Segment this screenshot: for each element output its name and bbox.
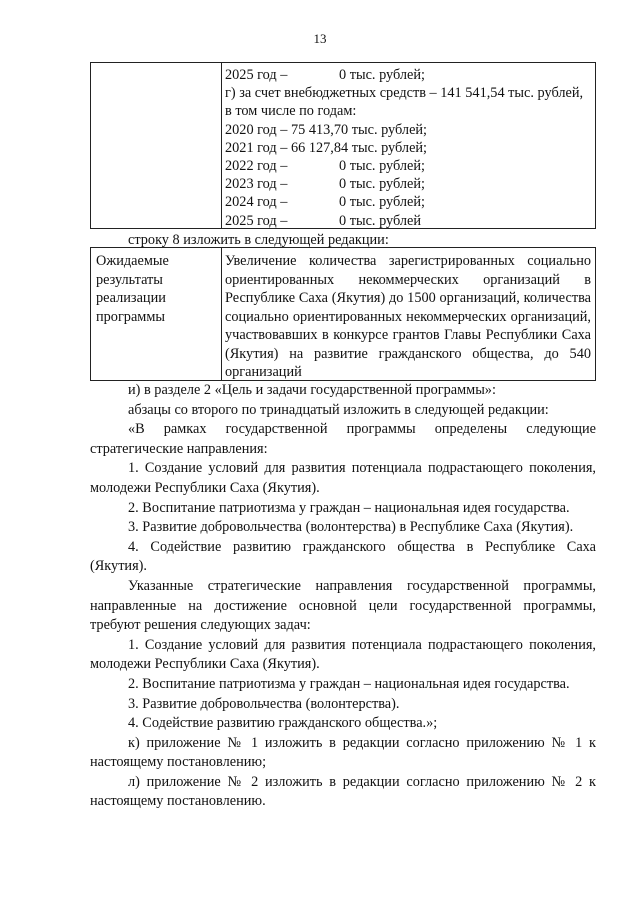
list-item: 2. Воспитание патриотизма у граждан – национальная идея государства.	[128, 499, 570, 516]
intro-line: строку 8 изложить в следующей редакции:	[128, 232, 389, 248]
expected-results-table	[90, 247, 596, 381]
paragraph: абзацы со второго по тринадцатый изложить в следующей редакции:	[128, 401, 549, 418]
funding-cell	[225, 66, 591, 230]
list-item: 1. Создание условий для развития потенциала подрастающего поколения, молодежи Республики Саха (Якутия).	[90, 636, 596, 673]
funding-line: 2023 год – 0 тыс. рублей;	[225, 176, 426, 193]
funding-line: 2022 год – 0 тыс. рублей;	[225, 158, 426, 175]
funding-line: 2025 год – 0 тыс. рублей;	[225, 67, 426, 83]
funding-line: в том числе по годам:	[225, 103, 357, 120]
row-content: Увеличение количества зарегистрированных социально ориентированных некоммерческих организаций в Республике Саха (Якутия) до 1500 организаций, количества социально ориентированных некоммерческих организаций, участвовавших в конкурсе грантов Главы Республики Саха (Якутия) на развитие гражданского общества, до 540 организаций	[225, 253, 591, 380]
funding-line: г) за счет внебюджетных средств – 141 541,54 тыс. рублей,	[225, 85, 584, 102]
list-item: 3. Развитие добровольчества (волонтерства).	[128, 695, 400, 712]
amendment-text	[90, 381, 596, 812]
funding-line: 2025 год – 0 тыс. рублей	[225, 212, 422, 229]
paragraph: Указанные стратегические направления государственной программы, направленные на достижение основной цели государственной программы, требуют решения следующих задач:	[90, 577, 596, 634]
paragraph: к) приложение № 1 изложить в редакции согласно приложению № 1 к настоящему постановлению;	[90, 734, 596, 771]
funding-table-continuation	[90, 62, 596, 229]
funding-line: 2024 год – 0 тыс. рублей;	[225, 194, 426, 211]
list-item: 4. Содействие развитию гражданского общества.»;	[128, 715, 438, 732]
paragraph: «В рамках государственной программы определены следующие стратегические направления:	[90, 421, 596, 457]
paragraph: и) в разделе 2 «Цель и задачи государственной программы»:	[128, 382, 496, 398]
table-divider	[221, 63, 222, 228]
list-item: 1. Создание условий для развития потенциала подрастающего поколения, молодежи Республики Саха (Якутия).	[90, 460, 596, 496]
paragraph: л) приложение № 2 изложить в редакции согласно приложению № 2 к настоящему постановлению.	[90, 773, 596, 810]
list-item: 4. Содействие развитию гражданского общества в Республике Саха (Якутия).	[90, 538, 596, 575]
funding-line: 2021 год – 66 127,84 тыс. рублей;	[225, 139, 428, 156]
page-number: 13	[313, 31, 327, 46]
row-label: Ожидаемые результаты реализации программы	[96, 253, 169, 325]
list-item: 2. Воспитание патриотизма у граждан – национальная идея государства.	[128, 675, 570, 692]
table-divider	[221, 248, 222, 380]
list-item: 3. Развитие добровольчества (волонтерства) в Республике Саха (Якутия).	[128, 519, 574, 536]
funding-line: 2020 год – 75 413,70 тыс. рублей;	[225, 121, 428, 138]
